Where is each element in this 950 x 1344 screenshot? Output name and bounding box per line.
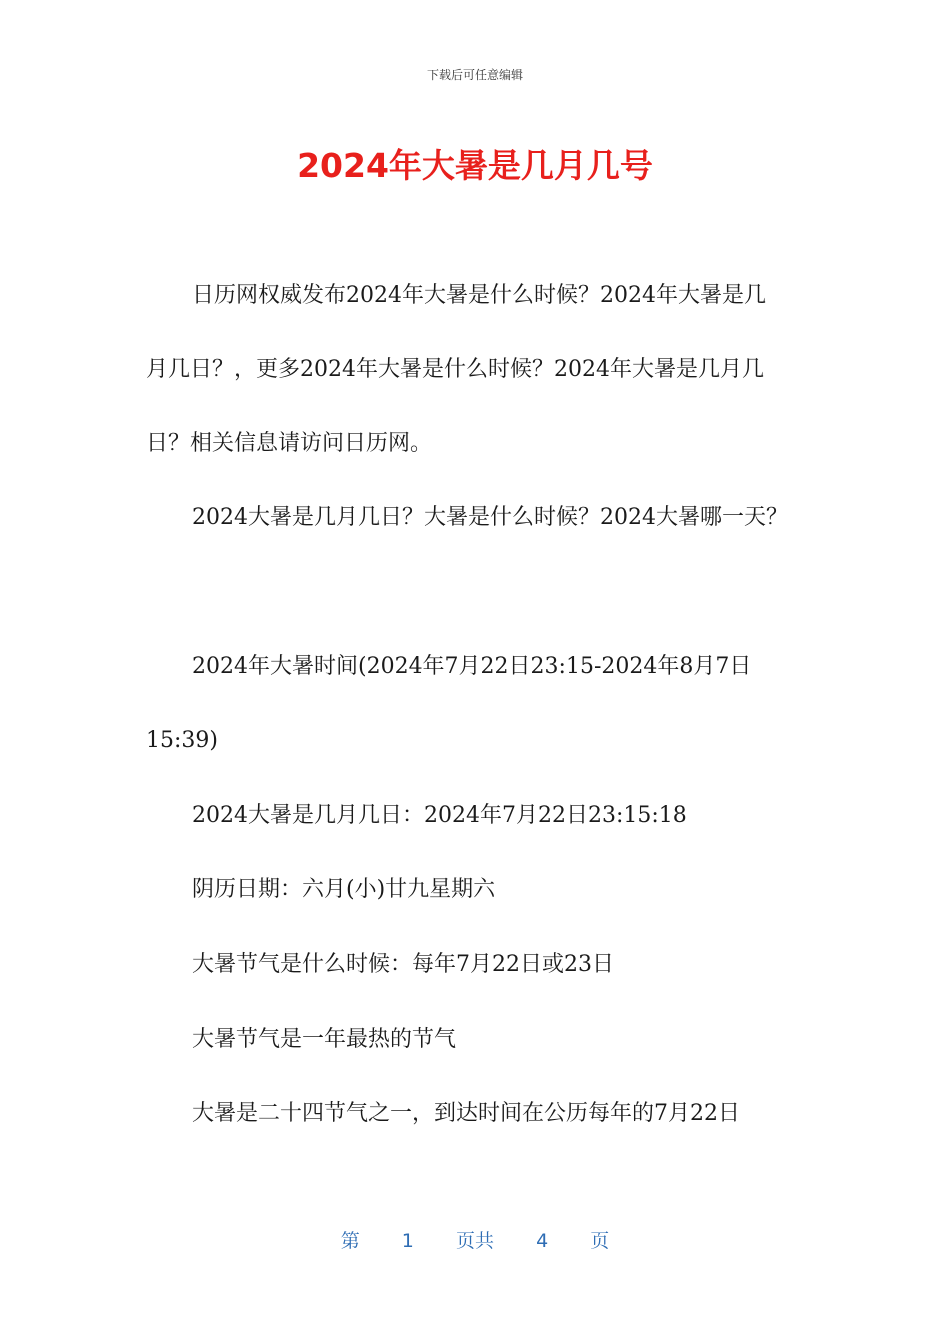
paragraph-hottest: 大暑节气是一年最热的节气 xyxy=(192,1027,457,1052)
page-title: 2024年大暑是几月几号 xyxy=(297,146,653,185)
paragraph-exact-date: 2024大暑是几月几日：2024年7月22日23:15:18 xyxy=(192,803,687,828)
footer-page-current: 1 xyxy=(401,1230,414,1252)
footer-page-suffix: 页 xyxy=(590,1230,610,1252)
footer-page-mid: 页共 xyxy=(455,1230,494,1252)
paragraph-intro-line-1: 日历网权威发布2024年大暑是什么时候？2024年大暑是几 xyxy=(192,283,766,308)
paragraph-time-range-line-2: 15:39) xyxy=(146,728,218,753)
footer-page-prefix: 第 xyxy=(340,1230,360,1252)
paragraph-intro-line-3: 日？相关信息请访问日历网。 xyxy=(146,431,433,456)
paragraph-annual-date: 大暑节气是什么时候：每年7月22日或23日 xyxy=(192,952,614,977)
paragraph-question: 2024大暑是几月几日？大暑是什么时候？2024大暑哪一天？ xyxy=(192,505,788,530)
paragraph-solar-term: 大暑是二十四节气之一，到达时间在公历每年的7月22日 xyxy=(192,1101,740,1126)
header-note: 下载后可任意编辑 xyxy=(426,68,523,82)
footer-page-total: 4 xyxy=(536,1230,549,1252)
page-footer xyxy=(0,1226,950,1253)
paragraph-time-range-line-1: 2024年大暑时间(2024年7月22日23:15-2024年8月7日 xyxy=(192,654,752,679)
paragraph-intro-line-2: 月几日？，更多2024年大暑是什么时候？2024年大暑是几月几 xyxy=(146,357,764,382)
paragraph-lunar-date: 阴历日期：六月(小)廿九星期六 xyxy=(192,877,496,902)
